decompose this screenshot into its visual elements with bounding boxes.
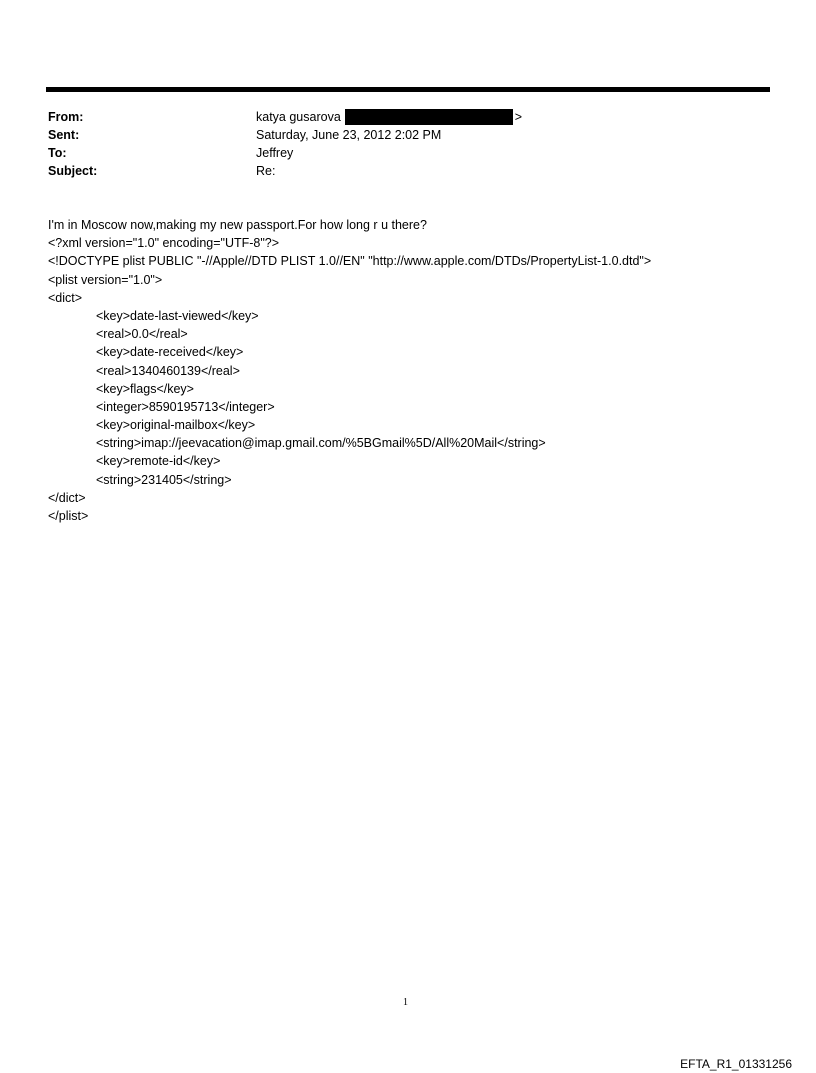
body-line: <key>flags</key>: [96, 381, 194, 396]
body-line: </plist>: [48, 509, 89, 523]
body-line: <key>remote-id</key>: [96, 454, 221, 469]
body-line: <!DOCTYPE plist PUBLIC "-//Apple//DTD PLIST 1.0//EN" "http://www.apple.com/DTDs/PropertyList-1.0.dtd">: [48, 254, 652, 269]
from-label: From:: [48, 110, 84, 124]
from-value: [256, 108, 748, 126]
page-number: 1: [403, 997, 408, 1008]
subject-label: Subject:: [48, 164, 98, 178]
from-suffix: >: [514, 110, 523, 124]
body-line: <string>231405</string>: [96, 472, 232, 487]
from-name: katya gusarova: [256, 110, 341, 124]
body-line: </dict>: [48, 490, 86, 505]
to-value: Jeffrey: [256, 146, 294, 160]
email-body: [48, 216, 768, 525]
sent-value: Saturday, June 23, 2012 2:02 PM: [256, 128, 442, 142]
to-label: To:: [48, 146, 67, 160]
body-line: <integer>8590195713</integer>: [96, 399, 275, 414]
redaction-box: [345, 109, 513, 125]
body-line: I'm in Moscow now,making my new passport.For how long r u there?: [48, 218, 427, 232]
sent-row: [48, 126, 748, 144]
body-line: <?xml version="1.0" encoding="UTF-8"?>: [48, 236, 280, 251]
body-line: <key>original-mailbox</key>: [96, 418, 256, 433]
to-row: [48, 144, 748, 162]
body-line: <string>imap://jeevacation@imap.gmail.com/%5BGmail%5D/All%20Mail</string>: [96, 436, 546, 451]
subject-row: [48, 162, 748, 180]
document-id: EFTA_R1_01331256: [680, 1057, 792, 1071]
subject-value: Re:: [256, 164, 276, 178]
header-divider: [46, 87, 770, 92]
body-line: <key>date-received</key>: [96, 345, 244, 360]
from-row: [48, 108, 748, 126]
body-line: <real>0.0</real>: [96, 327, 188, 342]
body-line: <real>1340460139</real>: [96, 363, 240, 378]
body-line: <key>date-last-viewed</key>: [96, 308, 259, 323]
email-header: [48, 108, 748, 180]
body-line: <plist version="1.0">: [48, 272, 163, 287]
body-line: <dict>: [48, 290, 83, 305]
sent-label: Sent:: [48, 128, 80, 142]
